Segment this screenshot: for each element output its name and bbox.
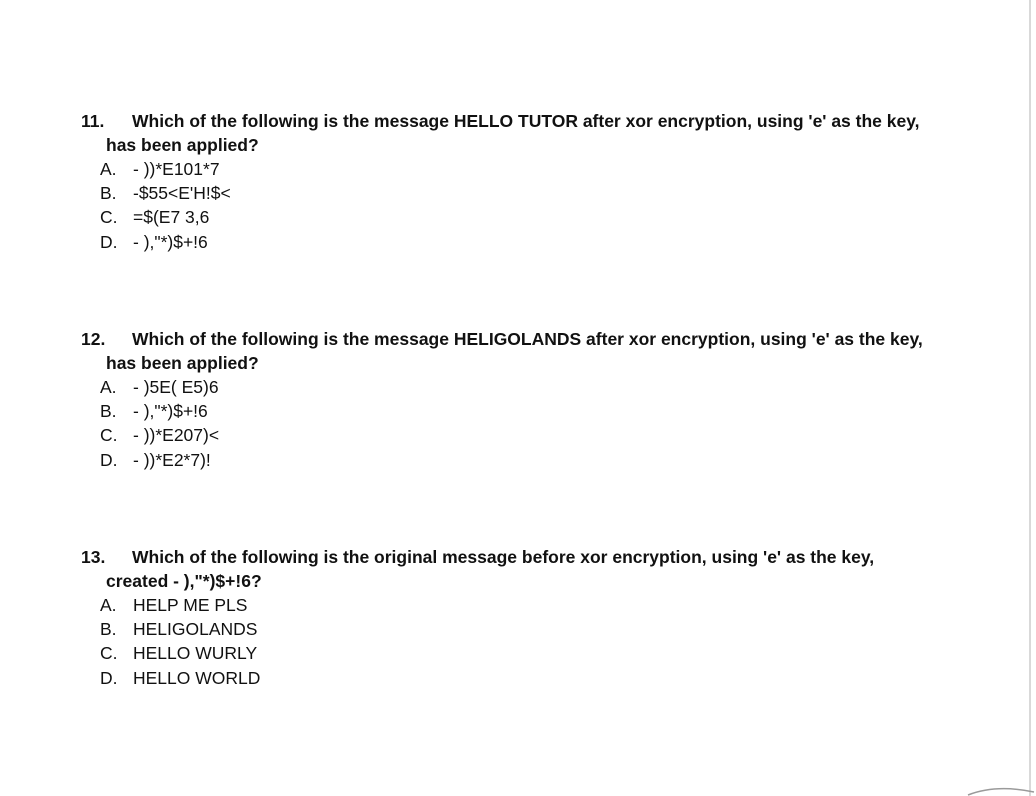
- option-letter: B.: [100, 183, 117, 204]
- option-letter: A.: [100, 159, 117, 179]
- option-text: HELIGOLANDS: [133, 619, 258, 640]
- option-c: [81, 205, 981, 229]
- option-a: [81, 157, 981, 181]
- option-b: [81, 617, 981, 641]
- question-text-line1: Which of the following is the message HELIGOLANDS after xor encryption, using 'e' as the key,: [132, 329, 923, 349]
- question-number: 11.: [81, 111, 105, 131]
- question-text-line1: Which of the following is the message HELLO TUTOR after xor encryption, using 'e' as the key,: [132, 111, 920, 131]
- question-stem: [81, 327, 981, 351]
- question-text-line2: created - ),"*)$+!6?: [106, 571, 262, 591]
- option-letter: C.: [100, 643, 118, 664]
- option-c: [81, 423, 981, 447]
- option-letter: B.: [100, 401, 117, 422]
- question-11: [81, 109, 981, 254]
- option-c: [81, 641, 981, 665]
- option-text: - ))*E207)<: [133, 425, 220, 446]
- question-13: [81, 545, 981, 690]
- option-text: - ))*E2*7)!: [133, 449, 211, 470]
- option-b: [81, 181, 981, 205]
- option-letter: B.: [100, 619, 117, 640]
- question-text-line1: Which of the following is the original message before xor encryption, using 'e' as the key,: [132, 547, 875, 567]
- option-d: [81, 230, 981, 254]
- question-stem: [81, 109, 981, 133]
- question-text-line2: has been applied?: [106, 135, 259, 155]
- option-text: - ),"*)$+!6: [133, 231, 208, 252]
- option-d: [81, 448, 981, 472]
- option-text: - ),"*)$+!6: [133, 401, 208, 422]
- option-b: [81, 399, 981, 423]
- page-edge-divider: [1029, 0, 1031, 796]
- question-text-line2: has been applied?: [106, 353, 259, 373]
- option-a: [81, 593, 981, 617]
- option-letter: D.: [100, 231, 118, 252]
- question-12: [81, 327, 981, 472]
- option-text: HELLO WURLY: [133, 643, 258, 664]
- option-letter: D.: [100, 449, 118, 470]
- option-letter: C.: [100, 425, 118, 446]
- question-number: 12.: [81, 329, 106, 349]
- option-text: - ))*E101*7: [133, 159, 220, 179]
- option-text: =$(E7 3,6: [133, 207, 210, 228]
- answer-options: [81, 375, 981, 472]
- option-a: [81, 375, 981, 399]
- question-number: 13.: [81, 547, 106, 567]
- option-d: [81, 666, 981, 690]
- option-letter: A.: [100, 377, 117, 397]
- option-text: - )5E( E5)6: [133, 377, 219, 397]
- option-text: HELP ME PLS: [133, 595, 248, 615]
- option-letter: A.: [100, 595, 117, 615]
- answer-options: [81, 593, 981, 690]
- option-text: -$55<E'H!$<: [133, 183, 231, 204]
- option-text: HELLO WORLD: [133, 667, 261, 688]
- answer-options: [81, 157, 981, 254]
- page-corner-curl: [966, 786, 1036, 796]
- option-letter: D.: [100, 667, 118, 688]
- question-stem: [81, 545, 981, 569]
- option-letter: C.: [100, 207, 118, 228]
